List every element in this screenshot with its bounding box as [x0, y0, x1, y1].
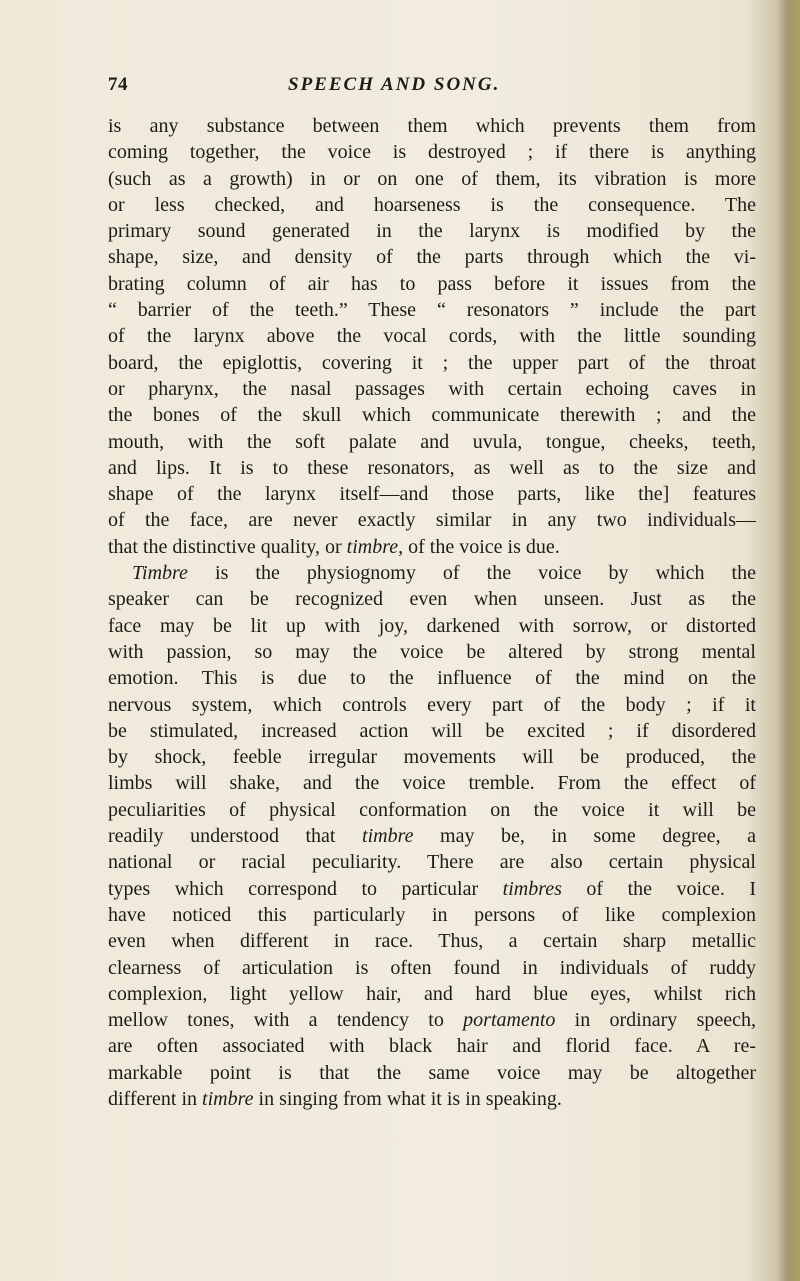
text-line — [108, 534, 756, 560]
text-segment: in ordinary speech, — [555, 1009, 756, 1032]
page-header — [108, 74, 756, 108]
text-segment: readily understood that — [108, 825, 363, 848]
text-line: have noticed this particularly in persons of like complexion — [108, 903, 756, 926]
text-line: or less checked, and hoarseness is the consequence. The — [108, 193, 756, 216]
text-line: face may be lit up with joy, darkened with sorrow, or distorted — [108, 614, 756, 637]
text-line — [108, 823, 756, 849]
italic-term: Timbre — [132, 562, 188, 585]
text-line: coming together, the voice is destroyed ; if there is anything — [108, 141, 756, 164]
italic-term: timbre — [346, 535, 399, 558]
text-line: of the larynx above the vocal cords, with the little sounding — [108, 325, 756, 348]
text-line: by shock, feeble irregular movements will be produced, the — [108, 746, 756, 769]
text-segment: may be, in some degree, a — [413, 825, 756, 848]
text-segment: of the voice. I — [561, 877, 756, 900]
text-line — [108, 876, 756, 902]
text-segment: types which correspond to particular — [108, 877, 503, 900]
text-line: complexion, light yellow hair, and hard blue eyes, whilst rich — [108, 982, 756, 1005]
text-line: national or racial peculiarity. There are also certain physical — [108, 851, 756, 874]
text-segment: mellow tones, with a tendency to — [108, 1009, 464, 1032]
text-line: emotion. This is due to the influence of the mind on the — [108, 667, 756, 690]
text-line — [108, 560, 756, 586]
italic-term: timbre — [202, 1087, 254, 1110]
text-line: even when different in race. Thus, a certain sharp metallic — [108, 930, 756, 953]
text-line: the bones of the skull which communicate therewith ; and the — [108, 404, 756, 427]
text-segment: different in — [108, 1087, 203, 1110]
text-line: speaker can be recognized even when unseen. Just as the — [108, 588, 756, 611]
italic-term: timbre — [362, 825, 414, 848]
text-line: of the face, are never exactly similar in any two individuals— — [108, 509, 756, 532]
text-line: is any substance between them which prevents them from — [108, 115, 756, 137]
text-segment: in singing from what it is in speaking. — [253, 1087, 562, 1110]
text-line: shape, size, and density of the parts through which the vi- — [108, 246, 756, 269]
text-line: board, the epiglottis, covering it ; the upper part of the throat — [108, 351, 756, 374]
text-line: brating column of air has to pass before it issues from the — [108, 272, 756, 295]
text-line: nervous system, which controls every part of the body ; if it — [108, 693, 756, 716]
text-line: primary sound generated in the larynx is modified by the — [108, 220, 756, 243]
text-line: and lips. It is to these resonators, as well as to the size and — [108, 456, 756, 479]
text-segment: is the physiognomy of the voice by which the — [187, 562, 756, 585]
page-edge-shadow — [778, 0, 800, 1281]
text-line: with passion, so may the voice be altered by strong mental — [108, 640, 756, 663]
page-number: 74 — [108, 74, 128, 95]
text-line: (such as a growth) in or on one of them, its vibration is more — [108, 167, 756, 190]
text-segment: , of the voice is due. — [398, 535, 560, 558]
text-line — [108, 1086, 756, 1112]
italic-term: portamento — [463, 1009, 556, 1032]
text-line: peculiarities of physical conformation on the voice it will be — [108, 798, 756, 821]
body-text — [108, 113, 756, 1112]
text-line: clearness of articulation is often found in individuals of ruddy — [108, 956, 756, 979]
text-line: “ barrier of the teeth.” These “ resonators ” include the part — [108, 299, 756, 322]
italic-term: timbres — [502, 877, 562, 900]
text-line: be stimulated, increased action will be excited ; if disordered — [108, 719, 756, 742]
text-line — [108, 1007, 756, 1033]
text-line: are often associated with black hair and florid face. A re- — [108, 1035, 756, 1058]
text-segment: that the distinctive quality, or — [108, 535, 347, 558]
running-title: SPEECH AND SONG. — [288, 74, 501, 95]
text-line: shape of the larynx itself—and those parts, like the] features — [108, 483, 756, 506]
text-line: mouth, with the soft palate and uvula, tongue, cheeks, teeth, — [108, 430, 756, 453]
text-line: markable point is that the same voice may be altogether — [108, 1061, 756, 1084]
text-line: limbs will shake, and the voice tremble. From the effect of — [108, 772, 756, 795]
text-line: or pharynx, the nasal passages with certain echoing caves in — [108, 377, 756, 400]
